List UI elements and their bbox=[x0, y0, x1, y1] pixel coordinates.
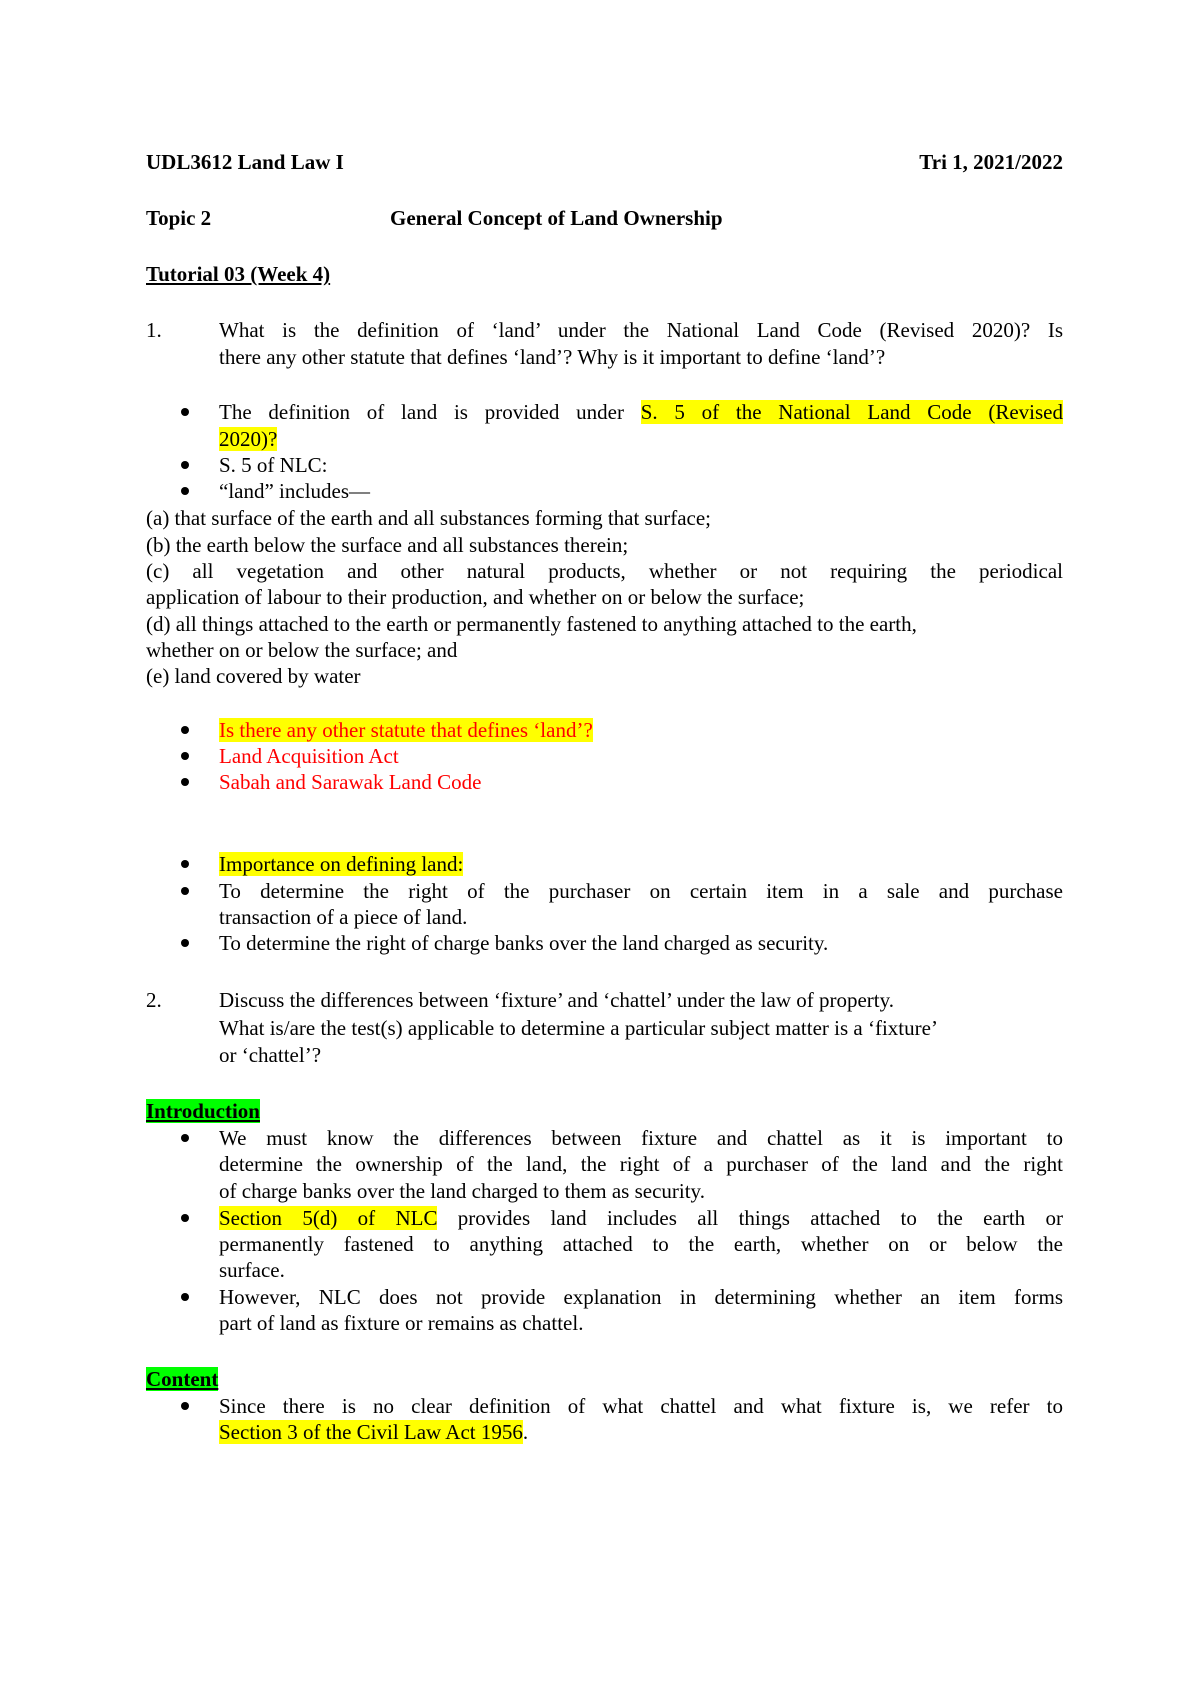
list-item-text: S. 5 of NLC: bbox=[219, 453, 328, 477]
definition-b: (b) the earth below the surface and all substances therein; bbox=[146, 533, 629, 557]
period: . bbox=[522, 1420, 529, 1444]
bullet-icon bbox=[180, 716, 192, 744]
bullet-icon bbox=[180, 1392, 192, 1420]
highlighted-text: 2020)? bbox=[219, 427, 278, 451]
question-text: What is the definition of ‘land’ under the National Land Code (Revised 2020)? Is bbox=[219, 318, 1063, 342]
bullet-icon bbox=[180, 477, 192, 505]
tutorial-heading bbox=[146, 260, 1063, 288]
definition-d: (d) all things attached to the earth or permanently fastened to anything attached to the earth, bbox=[146, 612, 917, 636]
list-item-text: permanently fastened to anything attached to the earth, whether on or below the bbox=[219, 1232, 1063, 1256]
list-item-text: To determine the right of charge banks over the land charged as security. bbox=[219, 931, 829, 955]
bullet-icon bbox=[180, 877, 192, 905]
list-item-text: Section 5(d) of NLC provides land includes all things attached to the earth or bbox=[219, 1206, 1063, 1230]
question-text: or ‘chattel’? bbox=[219, 1043, 322, 1067]
definition-a: (a) that surface of the earth and all substances forming that surface; bbox=[146, 506, 712, 530]
highlighted-text: Importance on defining land: bbox=[219, 852, 464, 876]
question-number: 2. bbox=[146, 988, 162, 1012]
list-item-text: Since there is no clear definition of what chattel and what fixture is, we refer to bbox=[219, 1394, 1063, 1418]
list-item-text: The definition of land is provided under S. 5 of the National Land Code (Revised bbox=[219, 400, 1063, 424]
bullet-icon bbox=[180, 1124, 192, 1152]
question-number: 1. bbox=[146, 318, 162, 342]
question-text: Discuss the differences between ‘fixture’ and ‘chattel’ under the law of property. bbox=[219, 988, 895, 1012]
highlighted-text: Section 3 of the Civil Law Act 1956 bbox=[219, 1420, 523, 1444]
bullet-icon bbox=[180, 850, 192, 878]
list-item-text: transaction of a piece of land. bbox=[219, 905, 468, 929]
course-title: UDL3612 Land Law I bbox=[146, 150, 344, 174]
bullet-icon bbox=[180, 398, 192, 426]
list-item-text: “land” includes— bbox=[219, 479, 371, 503]
document-page bbox=[146, 0, 1063, 1698]
topic-label: Topic 2 bbox=[146, 206, 212, 230]
bullet-icon bbox=[180, 1204, 192, 1232]
content-heading bbox=[146, 1365, 1063, 1393]
bullet-icon bbox=[180, 742, 192, 770]
list-item-text: determine the ownership of the land, the right of a purchaser of the land and the right bbox=[219, 1152, 1063, 1176]
list-item-text: However, NLC does not provide explanation in determining whether an item forms bbox=[219, 1285, 1063, 1309]
bullet-icon bbox=[180, 929, 192, 957]
question-text: there any other statute that defines ‘land’? Why is it important to define ‘land’? bbox=[219, 345, 886, 369]
list-item-text: Land Acquisition Act bbox=[219, 744, 399, 768]
bullet-icon bbox=[180, 451, 192, 479]
list-item-text: We must know the differences between fixture and chattel as it is important to bbox=[219, 1126, 1063, 1150]
section-heading: Content bbox=[146, 1367, 219, 1391]
bullet-icon bbox=[180, 768, 192, 796]
term-label: Tri 1, 2021/2022 bbox=[919, 150, 1063, 174]
header-row bbox=[146, 148, 1063, 176]
list-item-text: Sabah and Sarawak Land Code bbox=[219, 770, 482, 794]
definition-c: (c) all vegetation and other natural products, whether or not requiring the periodical bbox=[146, 559, 1063, 583]
definition-c-continued: application of labour to their production, and whether on or below the surface; bbox=[146, 585, 805, 609]
list-item-text: of charge banks over the land charged to them as security. bbox=[219, 1179, 705, 1203]
definition-e: (e) land covered by water bbox=[146, 664, 361, 688]
topic-row bbox=[146, 204, 1063, 232]
topic-title: General Concept of Land Ownership bbox=[390, 206, 723, 230]
list-item-text: surface. bbox=[219, 1258, 285, 1282]
question-text: What is/are the test(s) applicable to determine a particular subject matter is a ‘fixture’ bbox=[219, 1016, 938, 1040]
tutorial-label: Tutorial 03 (Week 4) bbox=[146, 262, 331, 286]
introduction-heading bbox=[146, 1097, 1063, 1125]
highlighted-text: Is there any other statute that defines ‘land’? bbox=[219, 718, 593, 742]
bullet-icon bbox=[180, 1283, 192, 1311]
list-item-text: To determine the right of the purchaser on certain item in a sale and purchase bbox=[219, 879, 1063, 903]
definition-d-continued: whether on or below the surface; and bbox=[146, 638, 458, 662]
list-item-text: part of land as fixture or remains as chattel. bbox=[219, 1311, 584, 1335]
section-heading: Introduction bbox=[146, 1099, 260, 1123]
